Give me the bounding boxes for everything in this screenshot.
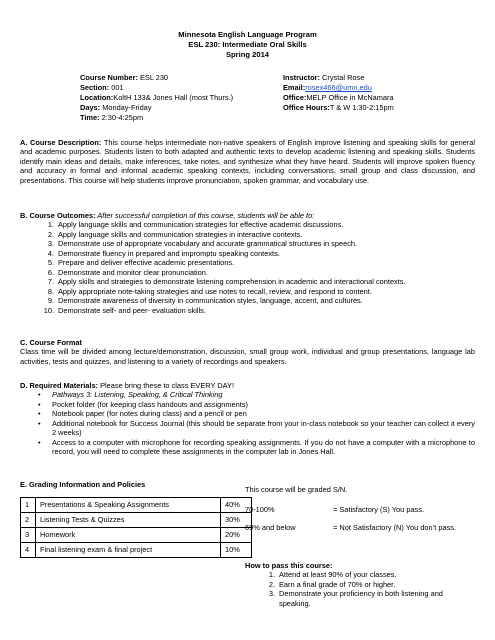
- office-hours-value: T & W 1:30-2:15pm: [329, 103, 394, 113]
- outcome-text: Demonstrate fluency in prepared and impromptu speaking contexts.: [58, 248, 280, 258]
- row-item: Homework: [36, 528, 221, 543]
- material-item: [20, 419, 475, 438]
- row-number: 2: [21, 513, 36, 528]
- outcome-number: 1.: [47, 220, 54, 230]
- days-value: Monday-Friday: [100, 103, 152, 113]
- row-percent: 10%: [221, 543, 252, 558]
- program-title: Minnesota English Language Program: [178, 30, 317, 39]
- material-text: Notebook paper (for notes during class) and a pencil or pen: [52, 409, 247, 419]
- outcome-item: [38, 230, 475, 239]
- office-row: [283, 93, 394, 103]
- section-value: 001: [109, 83, 124, 93]
- email-label: Email:: [283, 83, 306, 93]
- outcome-item: [38, 296, 475, 305]
- outcome-text: Apply appropriate note-taking strategies and use notes to recall, review, and respond to content.: [58, 286, 372, 296]
- office-hours-label: Office Hours:: [283, 103, 330, 113]
- row-number: 3: [21, 528, 36, 543]
- outcome-number: 4.: [47, 248, 54, 258]
- outcome-item: [38, 249, 475, 258]
- document-header: [0, 30, 495, 60]
- row-item: Final listening exam & final project: [36, 543, 221, 558]
- outcomes-list: [20, 220, 475, 315]
- outcome-number: 3.: [47, 239, 54, 249]
- email-link[interactable]: rosex466@umn.edu: [305, 83, 372, 93]
- location-value: KoltH 133& Jones Hall (most Thurs.): [113, 93, 234, 103]
- material-text: Pocket folder (for keeping class handouts and assignments): [52, 399, 248, 409]
- outcome-item: [38, 258, 475, 267]
- pass-number: 2.: [268, 579, 275, 589]
- pass-item: [259, 580, 475, 589]
- outcome-number: 7.: [47, 277, 54, 287]
- outcome-text: Apply language skills and communication strategies for effective academic discussions.: [58, 220, 344, 230]
- row-number: 4: [21, 543, 36, 558]
- pass-text: Attend at least 90% of your classes.: [279, 570, 397, 580]
- outcomes-intro: After successful completion of this course, students will be able to:: [95, 211, 315, 220]
- office-value: MELP Office in McNamara: [306, 93, 394, 103]
- outcome-number: 6.: [47, 267, 54, 277]
- location-row: [80, 93, 233, 103]
- outcome-text: Prepare and deliver effective academic presentations.: [58, 258, 235, 268]
- bullet-icon: •: [38, 437, 41, 447]
- bullet-icon: •: [38, 390, 41, 400]
- office-label: Office:: [283, 93, 307, 103]
- sn-note: This course will be graded S/N.: [245, 485, 348, 494]
- material-item: [20, 390, 475, 399]
- material-item: [20, 400, 475, 409]
- course-number-row: [80, 73, 233, 83]
- required-materials: [20, 381, 475, 457]
- grade-scale-row: [245, 523, 456, 532]
- scale-range: 70-100%: [245, 505, 275, 514]
- outcome-number: 8.: [47, 286, 54, 296]
- outcome-text: Demonstrate use of appropriate vocabulary and accurate grammatical structures in speech.: [58, 239, 358, 249]
- scale-result: = Satisfactory (S) You pass.: [333, 505, 424, 514]
- grading-title-block: [20, 480, 220, 489]
- row-percent: 30%: [221, 513, 252, 528]
- days-label: Days:: [80, 103, 101, 113]
- course-outcomes: [20, 211, 475, 315]
- material-text: Pathways 3: Listening, Speaking, & Critical Thinking: [52, 390, 223, 400]
- material-item: [20, 409, 475, 418]
- material-text: Access to a computer with microphone for recording speaking assignments. If you do not have a computer with a microphone to record, you will need to complete these assignments in the computer lab in Jones Hall.: [52, 437, 475, 457]
- email-row: [283, 83, 394, 93]
- outcome-item: [38, 306, 475, 315]
- materials-intro: Please bring these to class EVERY DAY!: [98, 381, 235, 390]
- format-title: C. Course Format: [20, 338, 83, 347]
- pass-number: 1.: [268, 570, 275, 580]
- office-hours-row: [283, 103, 394, 113]
- outcome-text: Demonstrate self- and peer- evaluation skills.: [58, 305, 206, 315]
- material-text: Additional notebook for Success Journal (this should be separate from your in-class notebook so your teacher can collect it every 2 weeks): [52, 418, 475, 438]
- format-text: Class time will be divided among lecture/demonstration, discussion, small group work, individual and group presentations, language lab activities, tests and quizzes, and listening to a variety of recordings and speakers.: [20, 347, 475, 366]
- outcome-text: Apply language skills and communication strategies in interactive contexts.: [58, 229, 303, 239]
- outcome-number: 9.: [47, 296, 54, 306]
- table-row: [21, 543, 252, 558]
- instructor-info: [283, 73, 394, 113]
- pass-item: [259, 570, 475, 579]
- time-label: Time:: [80, 113, 100, 123]
- material-item: [20, 438, 475, 457]
- pass-number: 3.: [268, 589, 275, 599]
- outcome-item: [38, 287, 475, 296]
- outcome-item: [38, 239, 475, 248]
- bullet-icon: •: [38, 409, 41, 419]
- outcome-text: Demonstrate and monitor clear pronunciation.: [58, 267, 208, 277]
- row-percent: 20%: [221, 528, 252, 543]
- section-row: [80, 83, 233, 93]
- days-row: [80, 103, 233, 113]
- row-item: Presentations & Speaking Assignments: [36, 498, 221, 513]
- outcome-item: [38, 220, 475, 229]
- course-number-label: Course Number:: [80, 73, 138, 82]
- instructor-value: Crystal Rose: [319, 73, 365, 82]
- description-text: This course helps intermediate non-native speakers of English improve listening and speaking skills for general and academic purposes. Students listen to both adapted and authentic texts to develop academic listening and speaking skills. Students identify main ideas and details, make inferences, take notes, and synthesize what they have heard. Students will improve spoken fluency and accuracy in formal and informal academic speaking contexts, including conversations, small group and class discussion, and presentations. This course will help students improve pronunciation, spoken grammar, and vocabulary use.: [20, 138, 476, 185]
- pass-text: Demonstrate your proficiency in both listening and speaking.: [279, 589, 443, 608]
- table-row: [21, 498, 252, 513]
- table-row: [21, 528, 252, 543]
- term-title: Spring 2014: [225, 49, 270, 59]
- row-percent: 40%: [221, 498, 252, 513]
- outcome-number: 5.: [47, 258, 54, 268]
- time-value: 2:30-4:25pm: [99, 113, 144, 123]
- time-row: [80, 113, 233, 123]
- pass-text: Earn a final grade of 70% or higher.: [279, 579, 396, 589]
- outcome-number: 2.: [47, 229, 54, 239]
- outcome-number: 10.: [43, 305, 54, 315]
- materials-list: [20, 390, 475, 456]
- scale-result: = Not Satisfactory (N) You don’t pass.: [333, 523, 457, 532]
- pass-item: [259, 589, 475, 608]
- materials-title: D. Required Materials:: [20, 381, 99, 390]
- how-to-pass: [245, 561, 475, 608]
- course-number-value: ESL 230: [137, 73, 169, 82]
- outcome-text: Demonstrate awareness of diversity in communication styles, language, accent, and cultures.: [58, 296, 363, 306]
- outcome-item: [38, 277, 475, 286]
- grading-table: [20, 497, 252, 558]
- course-title: ESL 230: Intermediate Oral Skills: [188, 39, 307, 49]
- description-title: A. Course Description:: [20, 138, 102, 147]
- course-info: [80, 73, 233, 123]
- table-row: [21, 513, 252, 528]
- instructor-row: [283, 73, 394, 83]
- grading-title: E. Grading Information and Policies: [20, 480, 146, 489]
- outcome-item: [38, 268, 475, 277]
- grade-scale-row: [245, 505, 424, 514]
- row-item: Listening Tests & Quizzes: [36, 513, 221, 528]
- bullet-icon: •: [38, 418, 41, 428]
- location-label: Location:: [80, 93, 114, 103]
- row-number: 1: [21, 498, 36, 513]
- bullet-icon: •: [38, 399, 41, 409]
- outcome-text: Apply skills and strategies to demonstrate listening comprehension in academic and interactional contexts.: [58, 277, 406, 287]
- scale-range: 69% and below: [245, 523, 296, 532]
- pass-title: How to pass this course:: [245, 561, 333, 570]
- instructor-label: Instructor:: [283, 73, 320, 82]
- course-format: [20, 338, 475, 366]
- course-description: [20, 138, 475, 185]
- section-label: Section:: [80, 83, 110, 93]
- outcomes-title: B. Course Outcomes:: [20, 211, 96, 220]
- pass-list: [245, 570, 475, 608]
